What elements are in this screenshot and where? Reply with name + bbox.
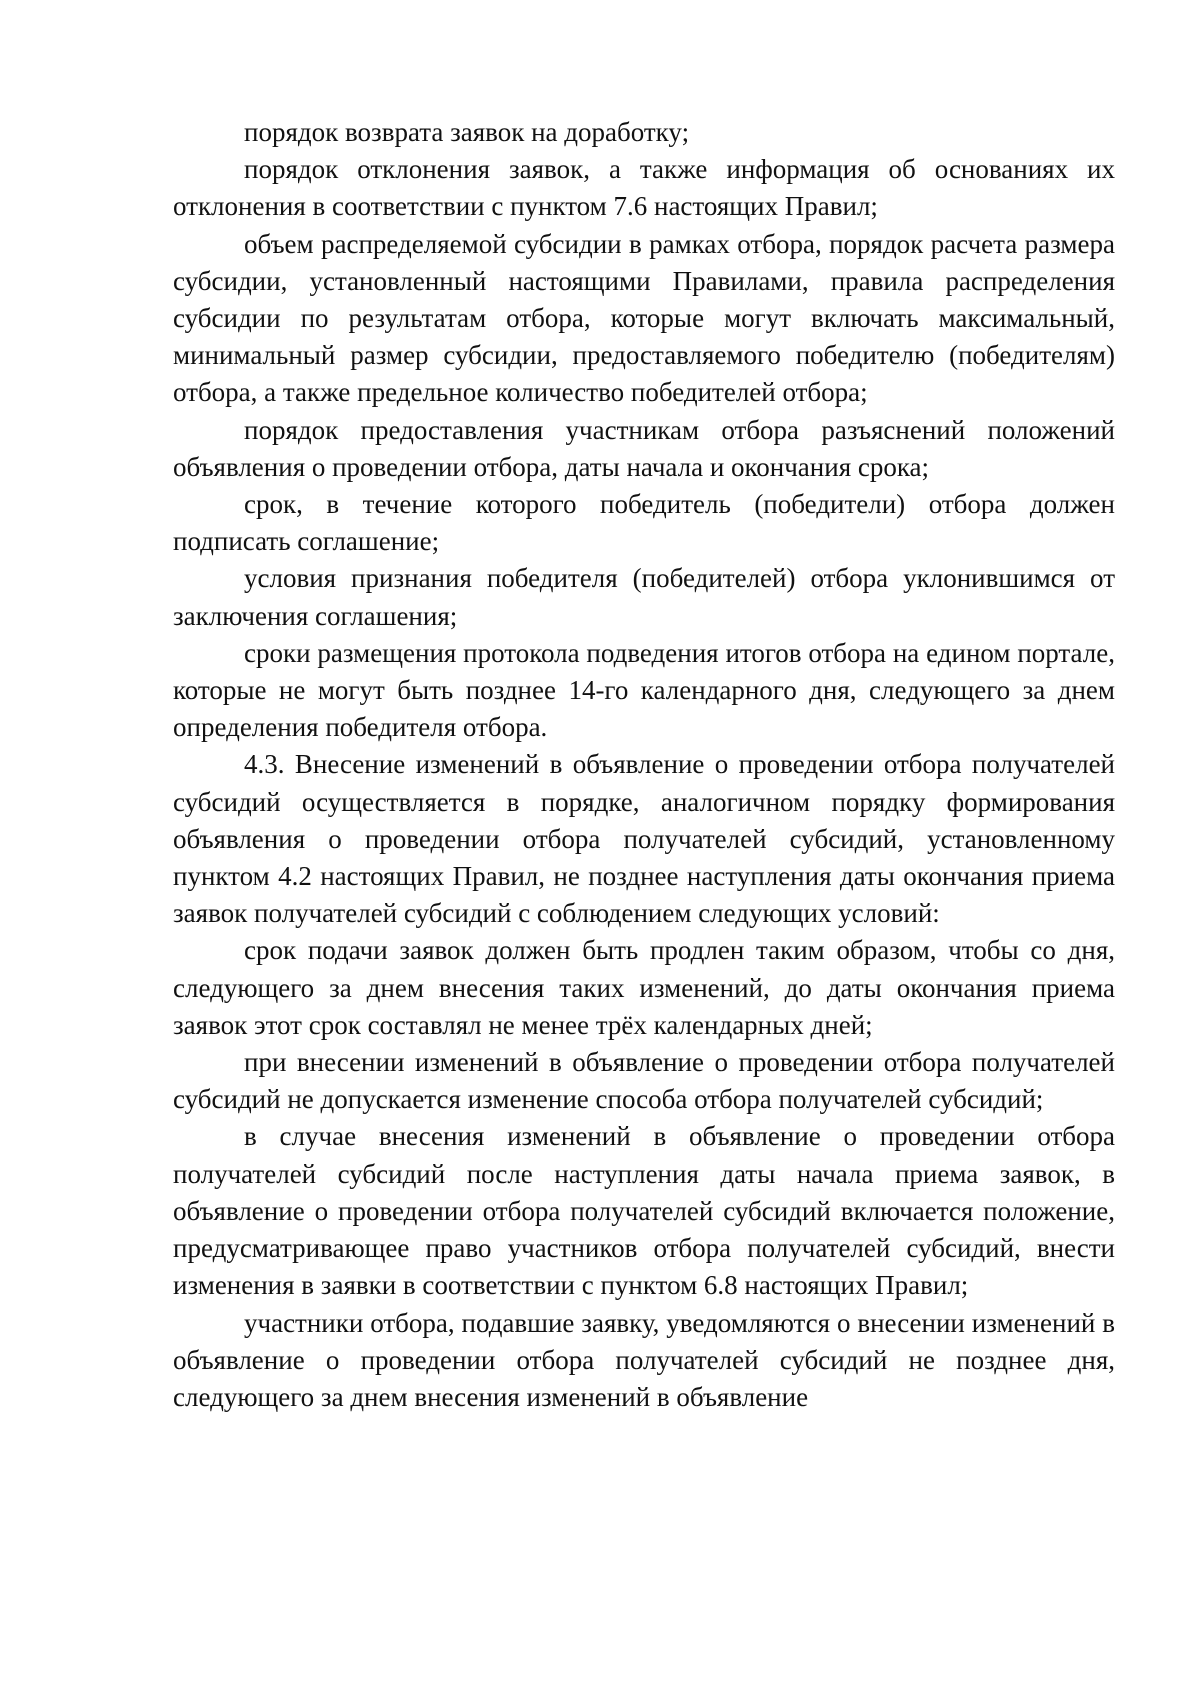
paragraph-protocol-terms: сроки размещения протокола подведения итогов отбора на едином портале, которые не могут быть позднее 14-го календарного дня, следующего за днем определения победителя отбора. <box>173 637 1115 743</box>
paragraph-deadline-extension: срок подачи заявок должен быть продлен таким образом, чтобы со дня, следующего за днем внесения таких изменений, до даты окончания приема заявок этот срок составлял не менее трёх календарных дней; <box>173 935 1115 1040</box>
paragraph-rejection-order: порядок отклонения заявок, а также информация об основаниях их отклонения в соответствии с пунктом 7.6 настоящих Правил; <box>173 154 1115 222</box>
paragraph-signing-term: срок, в течение которого победитель (победители) отбора должен подписать соглашение; <box>173 489 1115 557</box>
paragraph-participant-notice: участники отбора, подавшие заявку, уведомляются о внесении изменений в объявление о проведении отбора получателей субсидий не позднее дня, следующего за днем внесения изменений в объявление <box>173 1307 1115 1412</box>
paragraph-changes-after-start: в случае внесения изменений в объявление о проведении отбора получателей субсидий после наступления даты начала приема заявок, в объявление о проведении отбора получателей субсидий включается положение, предусматривающее право участников отбора получателей субсидий, внести изменения в заявки в соответствии с пунктом 6.8 настоящих Правил; <box>173 1121 1115 1301</box>
paragraph-return-order: порядок возврата заявок на доработку; <box>244 117 690 147</box>
paragraph-subsidy-volume: объем распределяемой субсидии в рамках отбора, порядок расчета размера субсидии, установленный настоящими Правилами, правила распределения субсидии по результатам отбора, которые могут включать максимальный, минимальный размер субсидии, предоставляемого победителю (победителям) отбора, а также предельное количество победителей отбора; <box>173 228 1115 408</box>
paragraph-section-4-3: 4.3. Внесение изменений в объявление о проведении отбора получателей субсидий осуществляется в порядке, аналогичном порядку формирования объявления о проведении отбора получателей субсидий, установленному пунктом 4.2 настоящих Правил, не позднее наступления даты окончания приема заявок получателей субсидий с соблюдением следующих условий: <box>173 749 1115 929</box>
paragraph-clarifications: порядок предоставления участникам отбора разъяснений положений объявления о проведении отбора, даты начала и окончания срока; <box>173 414 1115 482</box>
paragraph-method-change: при внесении изменений в объявление о проведении отбора получателей субсидий не допускается изменение способа отбора получателей субсидий; <box>173 1047 1115 1115</box>
document-page <box>173 114 1115 1416</box>
paragraph-evasion-conditions: условия признания победителя (победителей) отбора уклонившимся от заключения соглашения; <box>173 563 1115 631</box>
